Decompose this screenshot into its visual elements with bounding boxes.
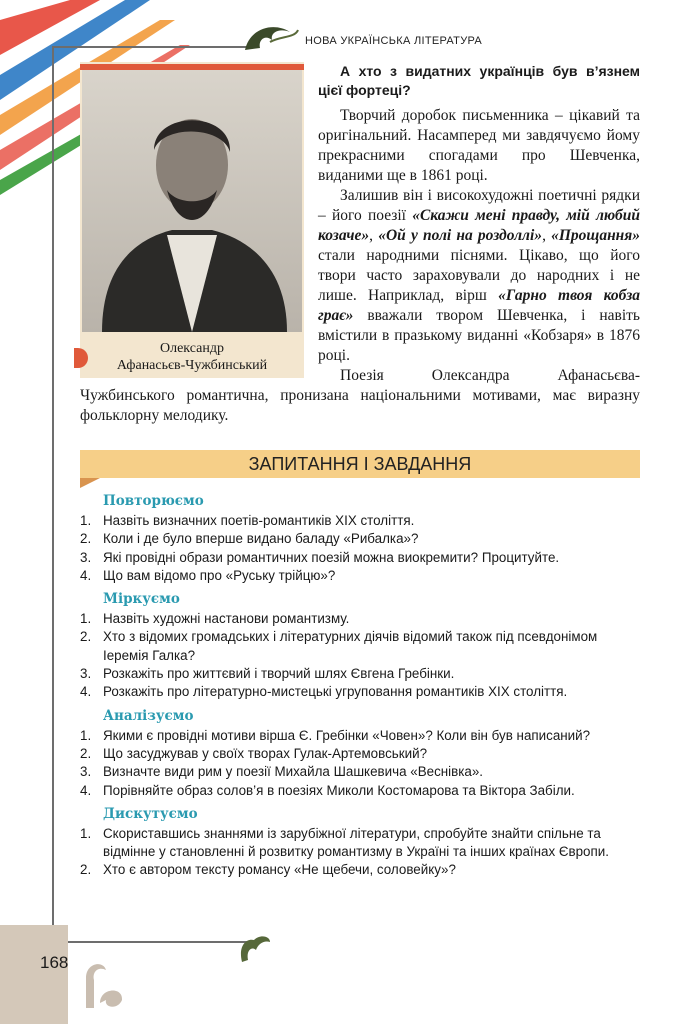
text: ,	[542, 227, 552, 244]
question-number: 2.	[80, 531, 92, 547]
running-head: НОВА УКРАЇНСЬКА ЛІТЕРАТУРА	[305, 35, 483, 47]
text: вважали твором Шевченка, і навіть вмістили в празькому виданні «Кобзаря» в 1876 році.	[318, 307, 640, 364]
question-number: 2.	[80, 745, 92, 761]
portrait-figure	[80, 62, 304, 378]
question-item	[80, 825, 642, 862]
question-number: 1.	[80, 611, 92, 627]
question-text: Назвіть художні настанови романтизму.	[103, 611, 350, 627]
frame-line-left	[52, 46, 54, 943]
section-heading: Дискутуємо	[103, 805, 198, 822]
poem-title: «Прощання»	[551, 227, 641, 244]
section-heading: Міркуємо	[103, 591, 180, 608]
ornament-icon	[240, 22, 300, 56]
frame-line-bottom	[52, 941, 247, 943]
question-list	[80, 825, 642, 880]
poem-title: «Ой у полі на роздоллі»	[378, 227, 543, 244]
question-number: 4.	[80, 782, 92, 798]
poem-title: «Скажи мені правду, мій любий козаче»	[318, 207, 640, 244]
text: ,	[369, 227, 379, 244]
question-item	[80, 861, 642, 879]
text: стали народними піснями. Цікаво, що його твори часто зараховували до народних і не лише. Наприклад, вірш	[318, 247, 640, 304]
banner-title: ЗАПИТАННЯ І ЗАВДАННЯ	[248, 454, 472, 474]
question-item	[80, 567, 642, 585]
question-list	[80, 512, 642, 585]
portrait-photo	[82, 70, 302, 332]
question-item	[80, 610, 642, 628]
question-text: Назвіть визначних поетів-романтиків XIX століття.	[103, 513, 415, 528]
text: Залишив він і високохудожні поетичні рядки – його поезії	[318, 187, 640, 224]
main-content	[80, 62, 640, 880]
question-item	[80, 745, 642, 763]
question-text: Хто є автором тексту романсу «Не щебечи, соловейку»?	[103, 862, 456, 878]
question-number: 2.	[80, 862, 92, 878]
question-text: Скориставшись знаннями із зарубіжної літератури, спробуйте знайти спільне та відмінне у становленні й розвитку романтизму в Україні та інших країнах Європи.	[103, 825, 609, 860]
question-number: 1.	[80, 513, 92, 528]
questions-list	[80, 492, 642, 880]
question-text: Які провідні образи романтичних поезій можна виокремити? Процитуйте.	[103, 549, 560, 565]
poem-title: «Гарно твоя кобза грає»	[318, 287, 641, 324]
portrait-caption	[80, 340, 304, 374]
question-number: 4.	[80, 567, 92, 583]
question-number: 1.	[80, 727, 92, 743]
question-text: Коли і де було вперше видано баладу «Рибалка»?	[103, 531, 419, 547]
question-item	[80, 530, 642, 548]
question-number: 3.	[80, 666, 92, 682]
paragraph: Творчий доробок письменника – цікавий та оригінальний. Насамперед ми завдячуємо йому прекрасними спогадами про Шевченка, виданими ще в 1861 році.	[318, 107, 640, 184]
question-list	[80, 727, 642, 800]
footer-block	[0, 925, 68, 1024]
questions-banner	[80, 450, 640, 478]
question-text: Розкажіть про життєвий і творчий шлях Євгена Гребінки.	[103, 666, 455, 682]
caption-line: Афанасьєв-Чужбинський	[116, 358, 268, 373]
question-item	[80, 549, 642, 567]
frame-line-top	[52, 46, 247, 48]
section-heading: Аналізуємо	[103, 707, 194, 724]
question-text: Визначте види рим у поезії Михайла Шашкевича «Веснівка».	[103, 764, 484, 780]
question-number: 4.	[80, 684, 92, 700]
ornament-icon	[78, 958, 128, 1010]
question-item	[80, 512, 642, 530]
caption-line: Олександр	[160, 341, 224, 356]
banner-fold	[80, 478, 100, 488]
page-number: 168	[40, 953, 69, 972]
section-heading: Повторюємо	[103, 493, 204, 509]
question-text: Хто з відомих громадських і літературних діячів відомий також під псевдонімом Іеремія Галка?	[103, 629, 598, 663]
question-text: Розкажіть про літературно-мистецькі угруповання романтиків XIX століття.	[103, 684, 568, 700]
question-item	[80, 683, 642, 701]
question-text: Що вам відомо про «Руську трійцю»?	[103, 567, 336, 583]
question-number: 1.	[80, 825, 92, 841]
question-number: 3.	[80, 549, 92, 565]
question-text: Якими є провідні мотиви вірша Є. Гребінки «Човен»? Коли він був написаний?	[103, 727, 591, 743]
question-item	[80, 727, 642, 745]
question-list	[80, 610, 642, 701]
article-question: А хто з видатних українців був в’язнем цієї фортеці?	[318, 63, 640, 98]
question-text: Порівняйте образ солов’я в поезіях Миколи Костомарова та Віктора Забіли.	[103, 782, 575, 798]
question-item	[80, 782, 642, 800]
question-item	[80, 628, 642, 665]
question-text: Що засуджував у своїх творах Гулак-Артемовський?	[103, 745, 428, 761]
question-item	[80, 763, 642, 781]
paragraph: Поезія Олександра Афанасьєва-Чужбинського романтична, пронизана національними мотивами, має виразну фольклорну мелодику.	[80, 367, 640, 424]
question-number: 2.	[80, 629, 92, 645]
question-number: 3.	[80, 764, 92, 780]
ornament-icon	[236, 932, 272, 968]
question-item	[80, 665, 642, 683]
